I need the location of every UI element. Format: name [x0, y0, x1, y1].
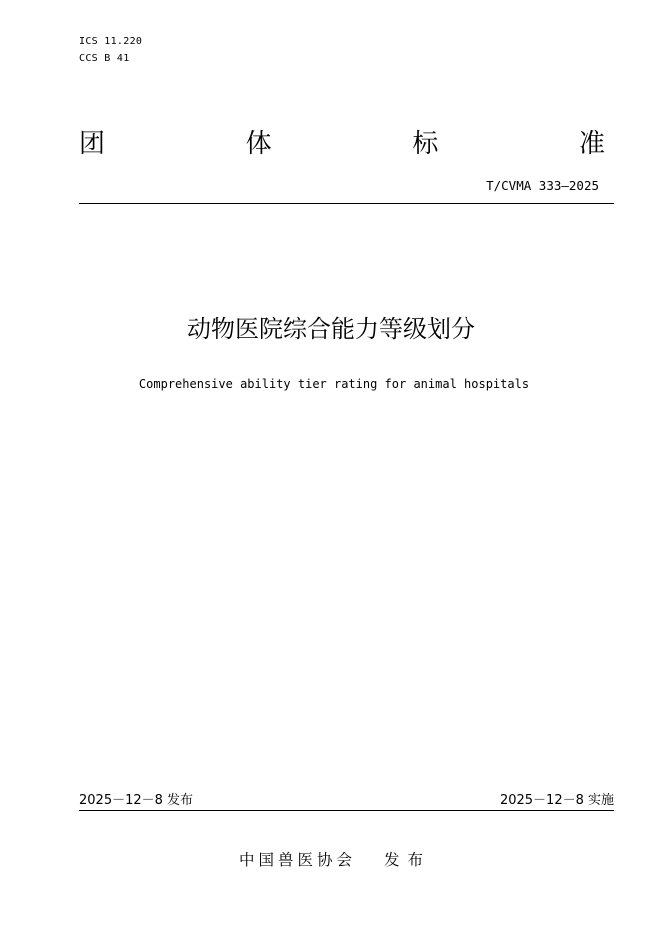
publisher-organization: 中国兽医协会	[238, 851, 356, 869]
standard-type-heading	[79, 128, 605, 160]
ccs-code: CCS B 41	[79, 53, 130, 64]
publisher-line	[0, 849, 662, 871]
publish-date: 2025－12－8 发布	[79, 793, 194, 808]
standard-type-char-4: 准	[578, 129, 605, 159]
dates-row	[79, 792, 614, 809]
publisher-action: 发布	[384, 851, 432, 869]
standard-type-char-1: 团	[79, 129, 106, 159]
standard-number: T/CVMA 333—2025	[486, 178, 599, 193]
implement-date: 2025－12－8 实施	[499, 793, 614, 808]
top-divider	[79, 203, 614, 204]
bottom-divider	[79, 810, 614, 811]
classification-codes	[79, 33, 142, 67]
standard-type-char-3: 标	[412, 129, 439, 159]
title-chinese: 动物医院综合能力等级划分	[187, 315, 475, 343]
ics-code: ICS 11.220	[79, 36, 143, 47]
standard-type-char-2: 体	[245, 129, 272, 159]
title-english: Comprehensive ability tier rating for animal hospitals	[138, 377, 530, 391]
